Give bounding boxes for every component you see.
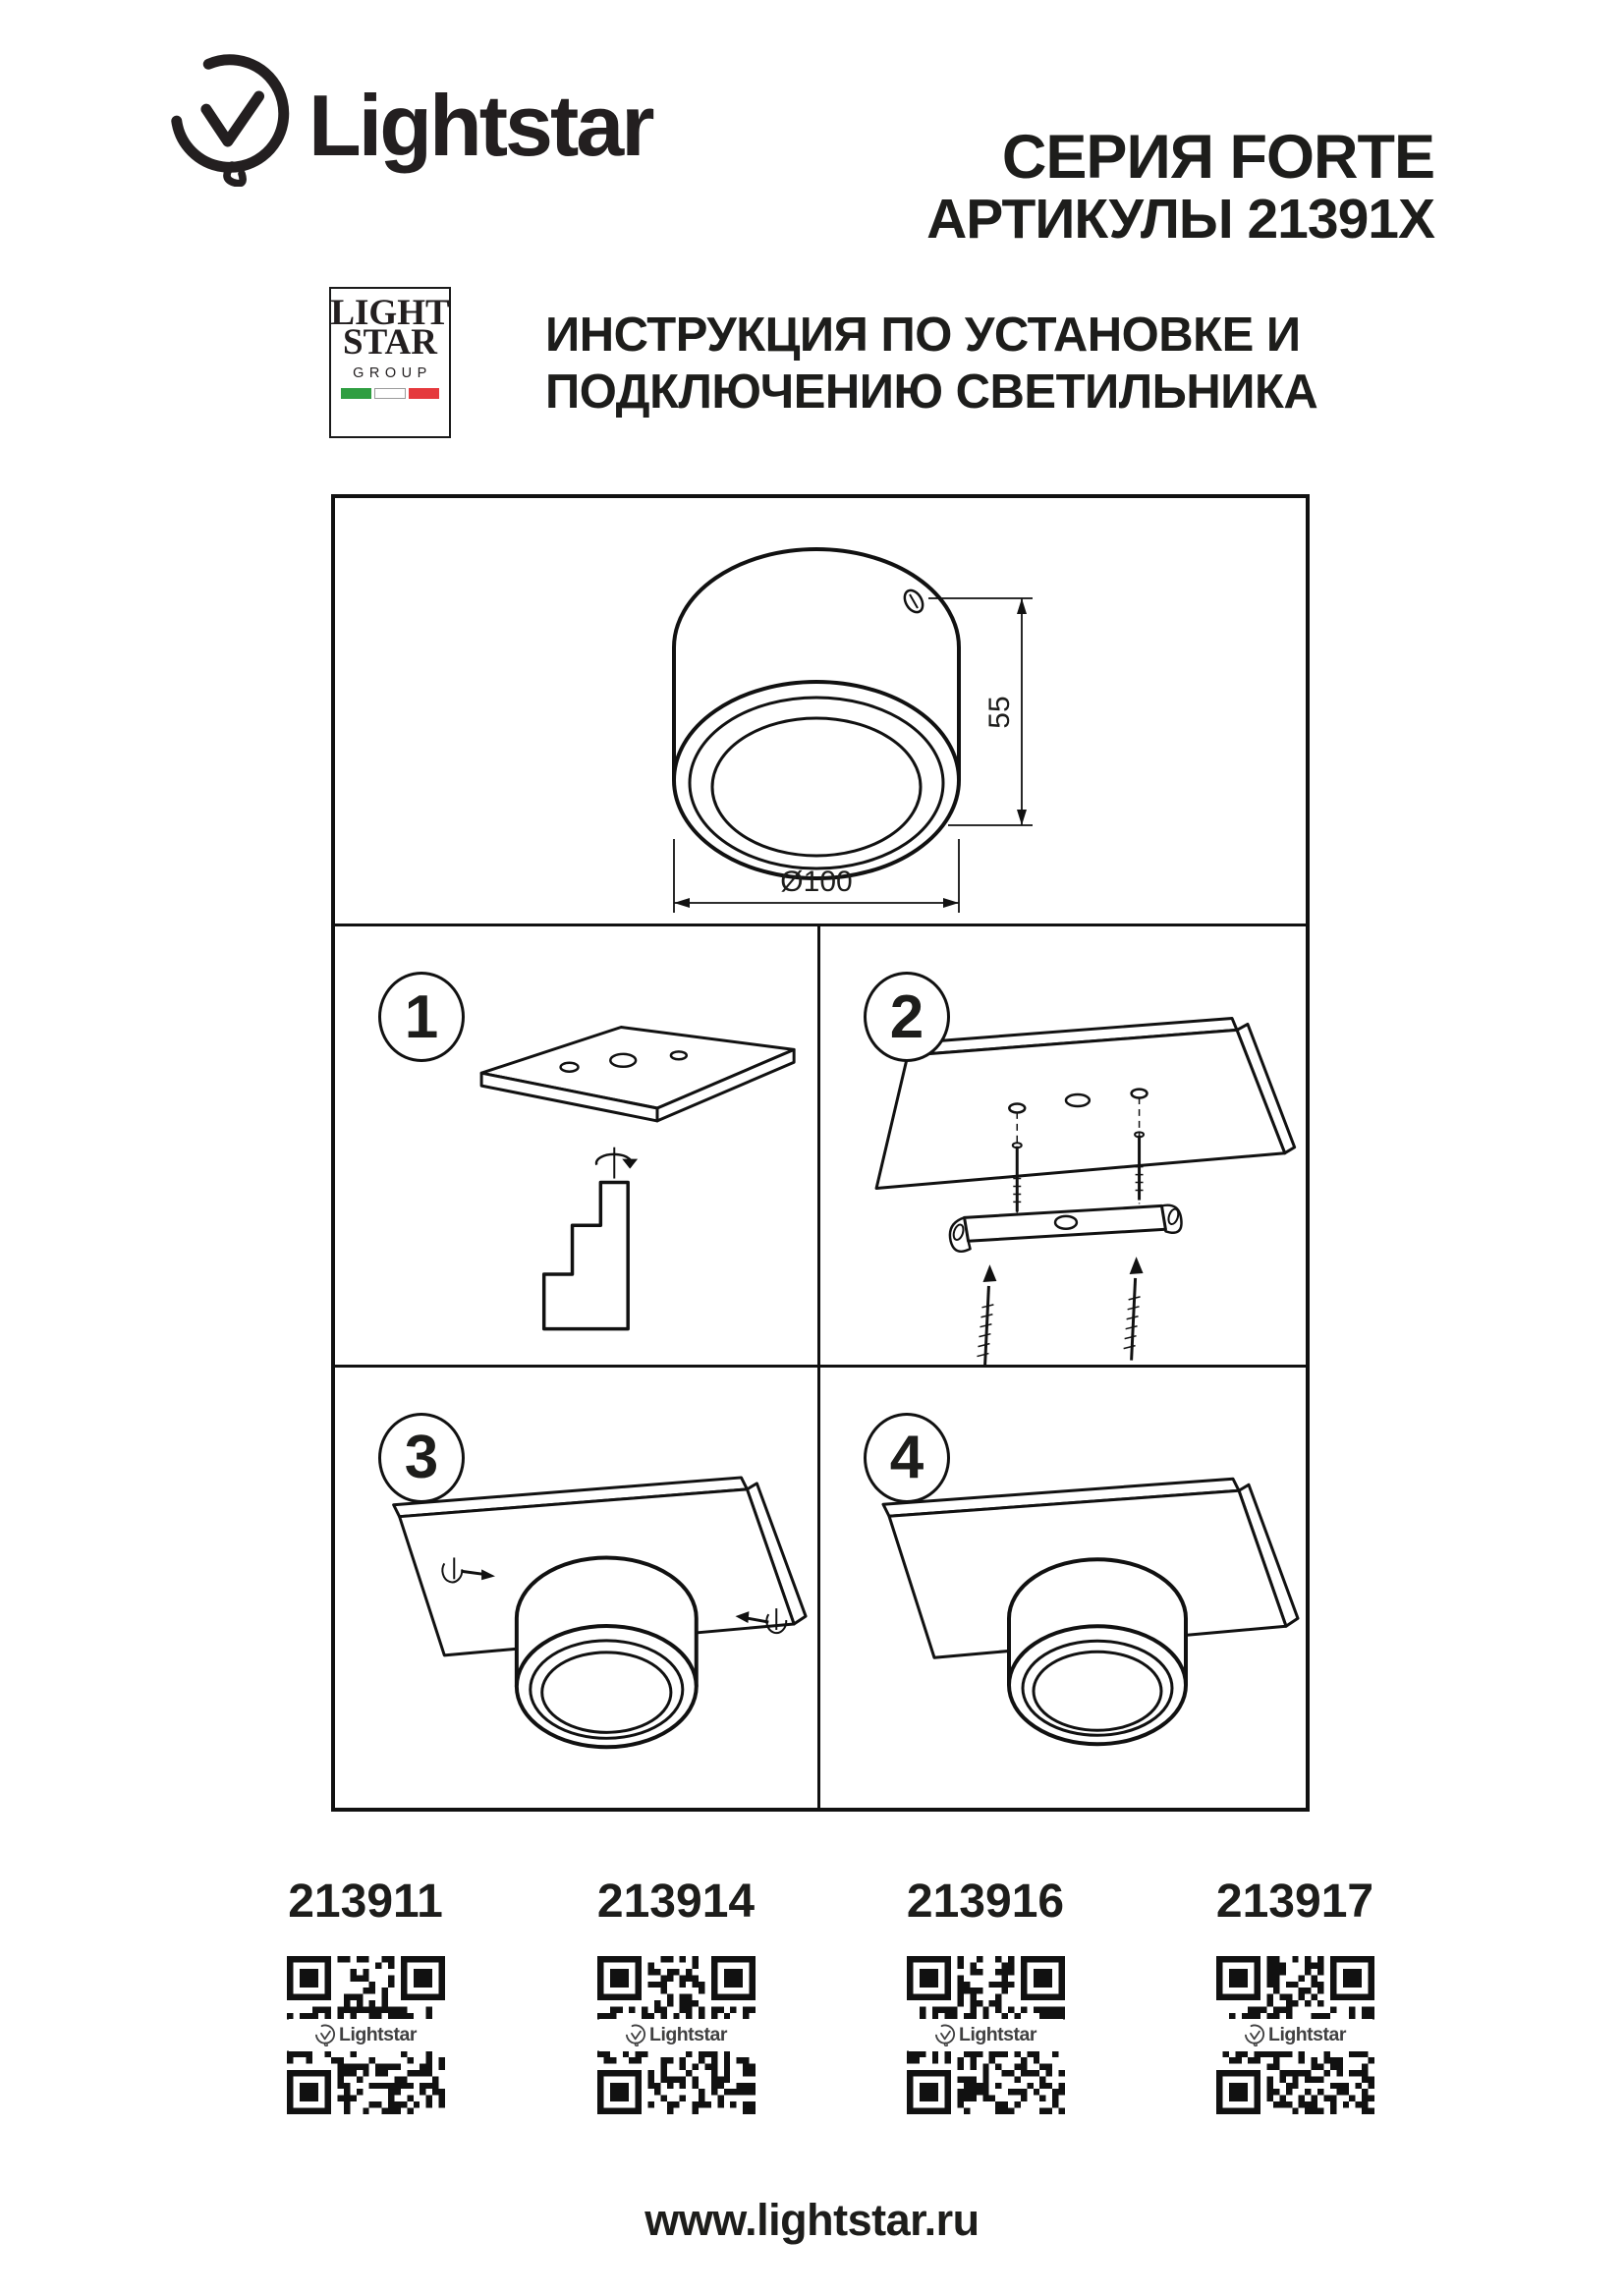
website-url: www.lightstar.ru — [644, 2195, 980, 2245]
page-title-line1: ИНСТРУКЦИЯ ПО УСТАНОВКЕ И — [545, 308, 1301, 362]
panel-step-1 — [335, 926, 820, 1368]
panel-step-3 — [335, 1368, 820, 1809]
qr-code — [907, 1956, 1065, 2114]
diagram-panels — [331, 494, 1310, 1812]
page-title — [545, 307, 1317, 420]
qr-code — [287, 1956, 445, 2114]
lightstar-group-logo — [329, 287, 451, 438]
product-code: 213916 — [906, 1876, 1065, 1928]
qr-bulb-icon — [625, 2024, 646, 2046]
panel-step-2 — [820, 926, 1306, 1368]
panel-step-4 — [820, 1368, 1306, 1809]
qr-lightstar-logo: Lightstar — [599, 2019, 754, 2051]
qr-lightstar-logo: Lightstar — [1218, 2019, 1372, 2051]
lightstar-bulb-icon — [165, 51, 295, 187]
dimension-diameter-label: Ø100 — [780, 866, 853, 898]
brand-wordmark: Lightstar — [308, 77, 652, 174]
lamp-dimension-drawing — [335, 498, 1306, 924]
qr-lightstar-logo: Lightstar — [909, 2019, 1063, 2051]
step-number-badge: 2 — [864, 972, 950, 1062]
product-213914 — [568, 1875, 784, 2114]
qr-bulb-icon — [1244, 2024, 1265, 2046]
panel-overview-drawing — [335, 498, 1306, 926]
step-number-badge: 3 — [378, 1413, 465, 1503]
qr-code — [1216, 1956, 1374, 2114]
qr-bulb-icon — [314, 2024, 336, 2046]
product-213917 — [1187, 1875, 1403, 2114]
step-number-badge: 1 — [378, 972, 465, 1062]
group-logo-group: GROUP — [353, 364, 432, 381]
group-logo-star: STAR — [343, 322, 437, 364]
header-product-info — [926, 123, 1434, 251]
group-logo-light: LIGHT — [330, 293, 450, 333]
product-code: 213917 — [1215, 1876, 1374, 1928]
qr-bulb-icon — [934, 2024, 956, 2046]
page-title-line2: ПОДКЛЮЧЕНИЮ СВЕТИЛЬНИКА — [545, 365, 1318, 419]
product-213911 — [257, 1875, 474, 2114]
product-213916 — [877, 1875, 1093, 2114]
dimension-height-label: 55 — [983, 696, 1016, 729]
step-number-badge: 4 — [864, 1413, 950, 1503]
qr-code — [597, 1956, 756, 2114]
italian-flag-icon — [341, 388, 439, 399]
articles-subtitle: АРТИКУЛЫ 21391X — [926, 187, 1434, 251]
series-title: СЕРИЯ FORTE — [1001, 123, 1434, 192]
product-code: 213914 — [596, 1876, 756, 1928]
brand-logo — [165, 51, 651, 187]
product-code: 213911 — [288, 1876, 443, 1928]
qr-lightstar-logo: Lightstar — [289, 2019, 443, 2051]
